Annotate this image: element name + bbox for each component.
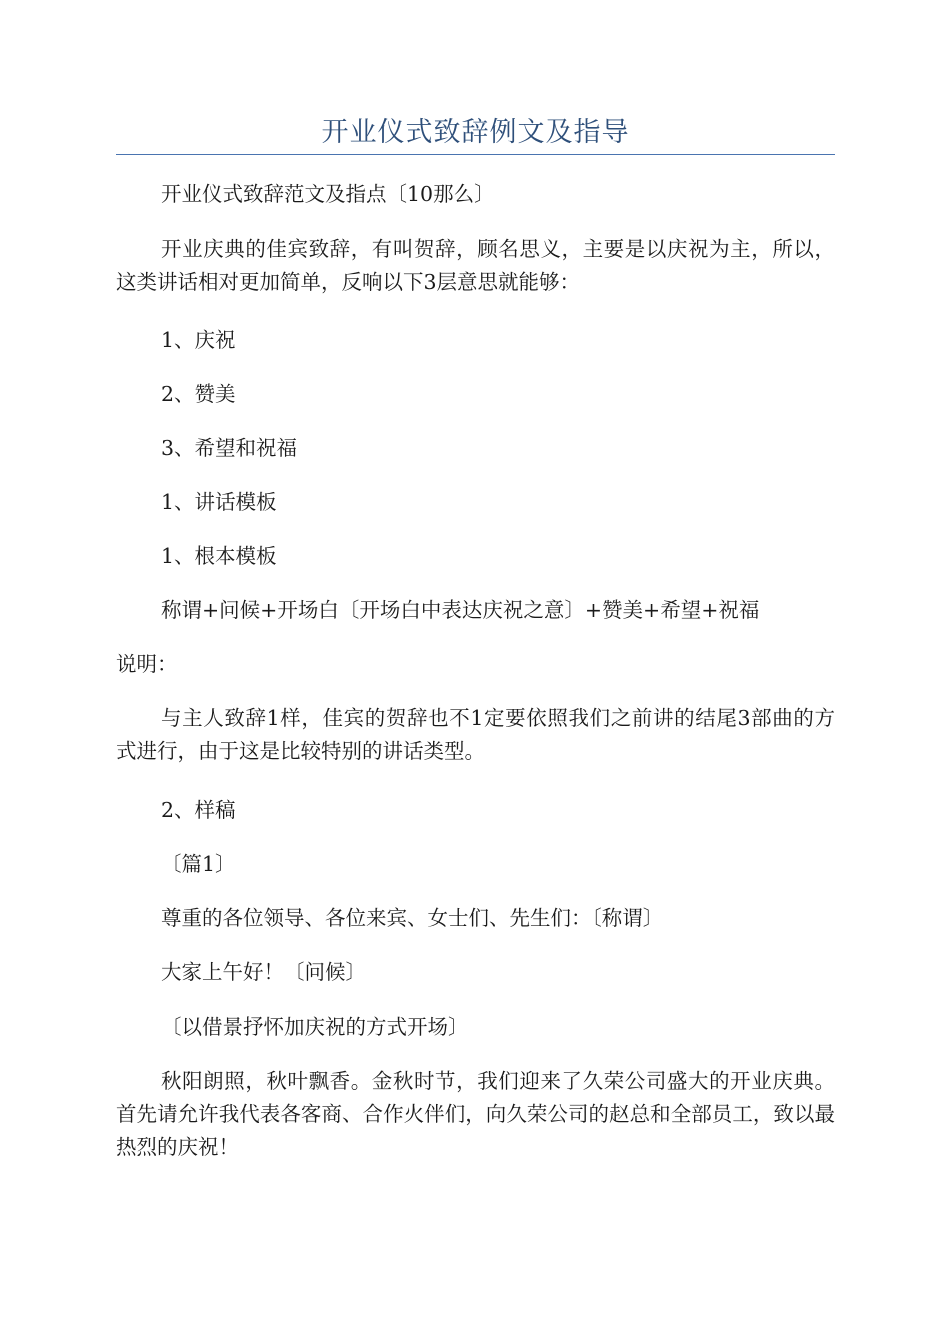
sample-opening-note: 〔以借景抒怀加庆祝的方式开场〕 [161,1015,469,1039]
list-item-praise: 2、赞美 [161,382,236,406]
paragraph-intro: 开业庆典的佳宾致辞，有叫贺辞，顾名思义，主要是以庆祝为主，所以，这类讲话相对更加简单，反响以下3层意思就能够： [116,237,835,294]
list-item-congratulate: 1、庆祝 [161,328,236,352]
sample-greeting: 大家上午好！〔问候〕 [161,960,366,984]
document-title: 开业仪式致辞例文及指导 [321,117,630,148]
sample-salutation: 尊重的各位领导、各位来宾、女士们、先生们：〔称谓〕 [161,906,664,930]
section-heading-template: 1、讲话模板 [161,490,277,514]
section-heading-sample: 2、样稿 [161,798,236,822]
title-underline [116,154,835,155]
sample-label: 〔篇1〕 [161,852,236,876]
paragraph-subtitle: 开业仪式致辞范文及指点〔10那么〕 [161,182,495,206]
subheading-basic-template: 1、根本模板 [161,544,277,568]
template-formula: 称谓+问候+开场白〔开场白中表达庆祝之意〕+赞美+希望+祝福 [161,598,760,622]
paragraph-note: 与主人致辞1样，佳宾的贺辞也不1定要依照我们之前讲的结尾3部曲的方式进行，由于这是比较特别的讲话类型。 [116,706,835,763]
list-item-wishes: 3、希望和祝福 [161,436,298,460]
note-label: 说明： [116,652,178,676]
sample-opening-paragraph: 秋阳朗照，秋叶飘香。金秋时节，我们迎来了久荣公司盛大的开业庆典。首先请允许我代表各客商、合作火伴们，向久荣公司的赵总和全部员工，致以最热烈的庆祝！ [116,1069,835,1159]
